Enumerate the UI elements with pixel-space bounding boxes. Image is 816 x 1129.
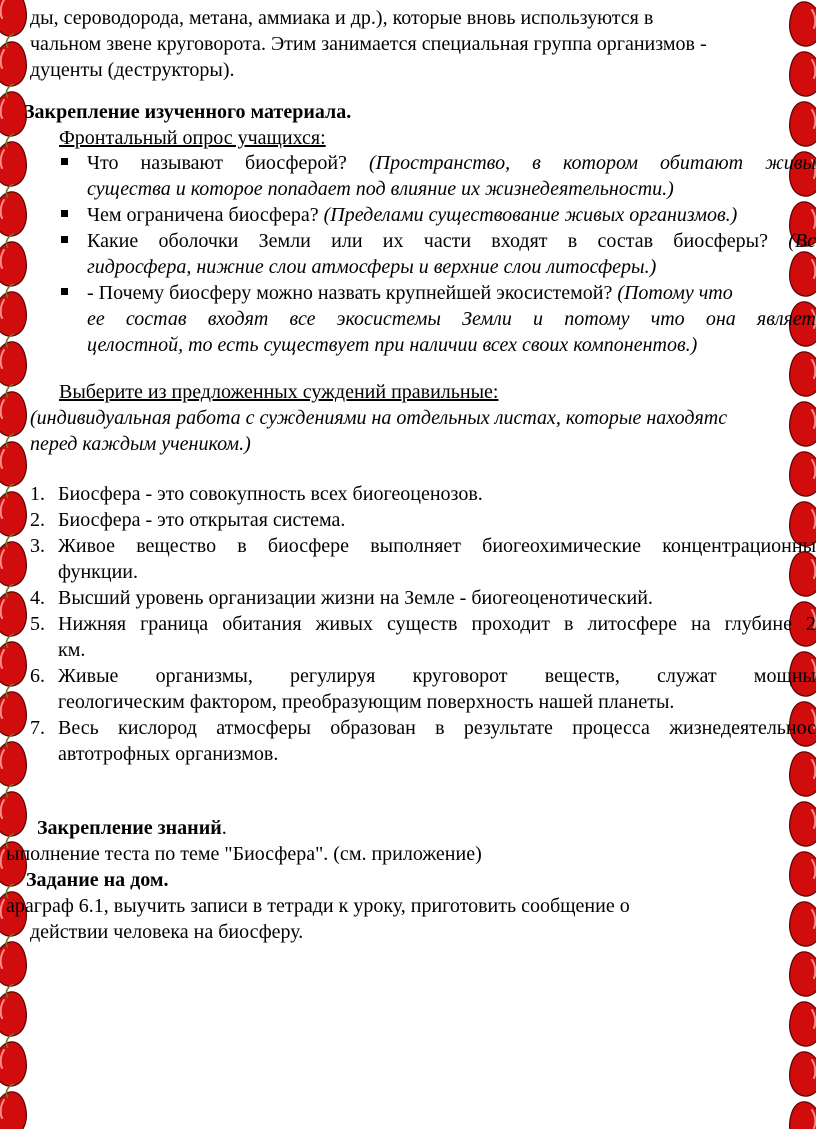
answer-line-4-2: ее состав входят все экосистемы Земли и потому что она являет <box>87 308 816 330</box>
bullet-marker <box>61 236 68 243</box>
homework-line-2: действии человека на биосферу. <box>30 921 304 943</box>
statement-5: Нижняя граница обитания живых существ проходит в литосфере на глубине 2 <box>58 613 816 635</box>
statement-5-continued: км. <box>58 639 86 661</box>
select-statements-heading: Выберите из предложенных суждений правильные: <box>59 381 499 403</box>
statement-4: Высший уровень организации жизни на Земле - биогеоценотический. <box>58 587 653 609</box>
individual-work-note-1: (индивидуальная работа с суждениями на отдельных листах, которые находятс <box>30 407 728 429</box>
list-number: 6. <box>30 665 45 687</box>
question-item-2: Чем ограничена биосфера? (Пределами существование живых организмов.) <box>87 204 738 226</box>
test-instruction: ыполнение теста по теме "Биосфера". (см. приложение) <box>6 843 482 865</box>
question-item-1: Что называют биосферой? (Пространство, в котором обитают живы <box>87 152 816 174</box>
list-number: 2. <box>30 509 45 531</box>
answer-line-3-2: гидросфера, нижние слои атмосферы и верхние слои литосферы.) <box>87 256 657 278</box>
statement-2: Биосфера - это открытая система. <box>58 509 346 531</box>
homework-line-1: араграф 6.1, выучить записи в тетради к уроку, приготовить сообщение о <box>6 895 630 917</box>
list-number: 3. <box>30 535 45 557</box>
statement-6: Живые организмы, регулируя круговорот веществ, служат мощны <box>58 665 816 687</box>
list-number: 1. <box>30 483 45 505</box>
answer-line-1-2: существа и которое попадает под влияние их жизнедеятельности.) <box>87 178 674 200</box>
statement-3-continued: функции. <box>58 561 138 583</box>
statement-6-continued: геологическим фактором, преобразующим поверхность нашей планеты. <box>58 691 675 713</box>
answer-line-4-3: целостной, то есть существует при наличии всех своих компонентов.) <box>87 334 698 356</box>
statement-3: Живое вещество в биосфере выполняет биогеохимические концентрационны <box>58 535 816 557</box>
list-number: 4. <box>30 587 45 609</box>
statement-7: Весь кислород атмосферы образован в результате процесса жизнедеятельнос <box>58 717 816 739</box>
frontal-survey-subheading: Фронтальный опрос учащихся: <box>59 127 326 149</box>
statement-7-continued: автотрофных организмов. <box>58 743 279 765</box>
section-heading-knowledge: Закрепление знаний. <box>37 817 227 839</box>
intro-line-3: дуценты (деструкторы). <box>30 59 235 81</box>
intro-line-1: ды, сероводорода, метана, аммиака и др.), которые вновь используются в <box>30 7 654 29</box>
section-heading-consolidation: Закрепление изученного материала. <box>24 101 352 123</box>
question-item-4: - Почему биосферу можно назвать крупнейшей экосистемой? (Потому что <box>87 282 733 304</box>
bullet-marker <box>61 288 68 295</box>
intro-line-2: чальном звене круговорота. Этим занимается специальная группа организмов - <box>30 33 707 55</box>
list-number: 7. <box>30 717 45 739</box>
question-item-3: Какие оболочки Земли или их части входят в состав биосферы? (Вс <box>87 230 816 252</box>
statement-1: Биосфера - это совокупность всех биогеоценозов. <box>58 483 483 505</box>
individual-work-note-2: перед каждым учеником.) <box>30 433 251 455</box>
list-number: 5. <box>30 613 45 635</box>
bullet-marker <box>61 158 68 165</box>
bullet-marker <box>61 210 68 217</box>
section-heading-homework: Задание на дом. <box>26 869 169 891</box>
